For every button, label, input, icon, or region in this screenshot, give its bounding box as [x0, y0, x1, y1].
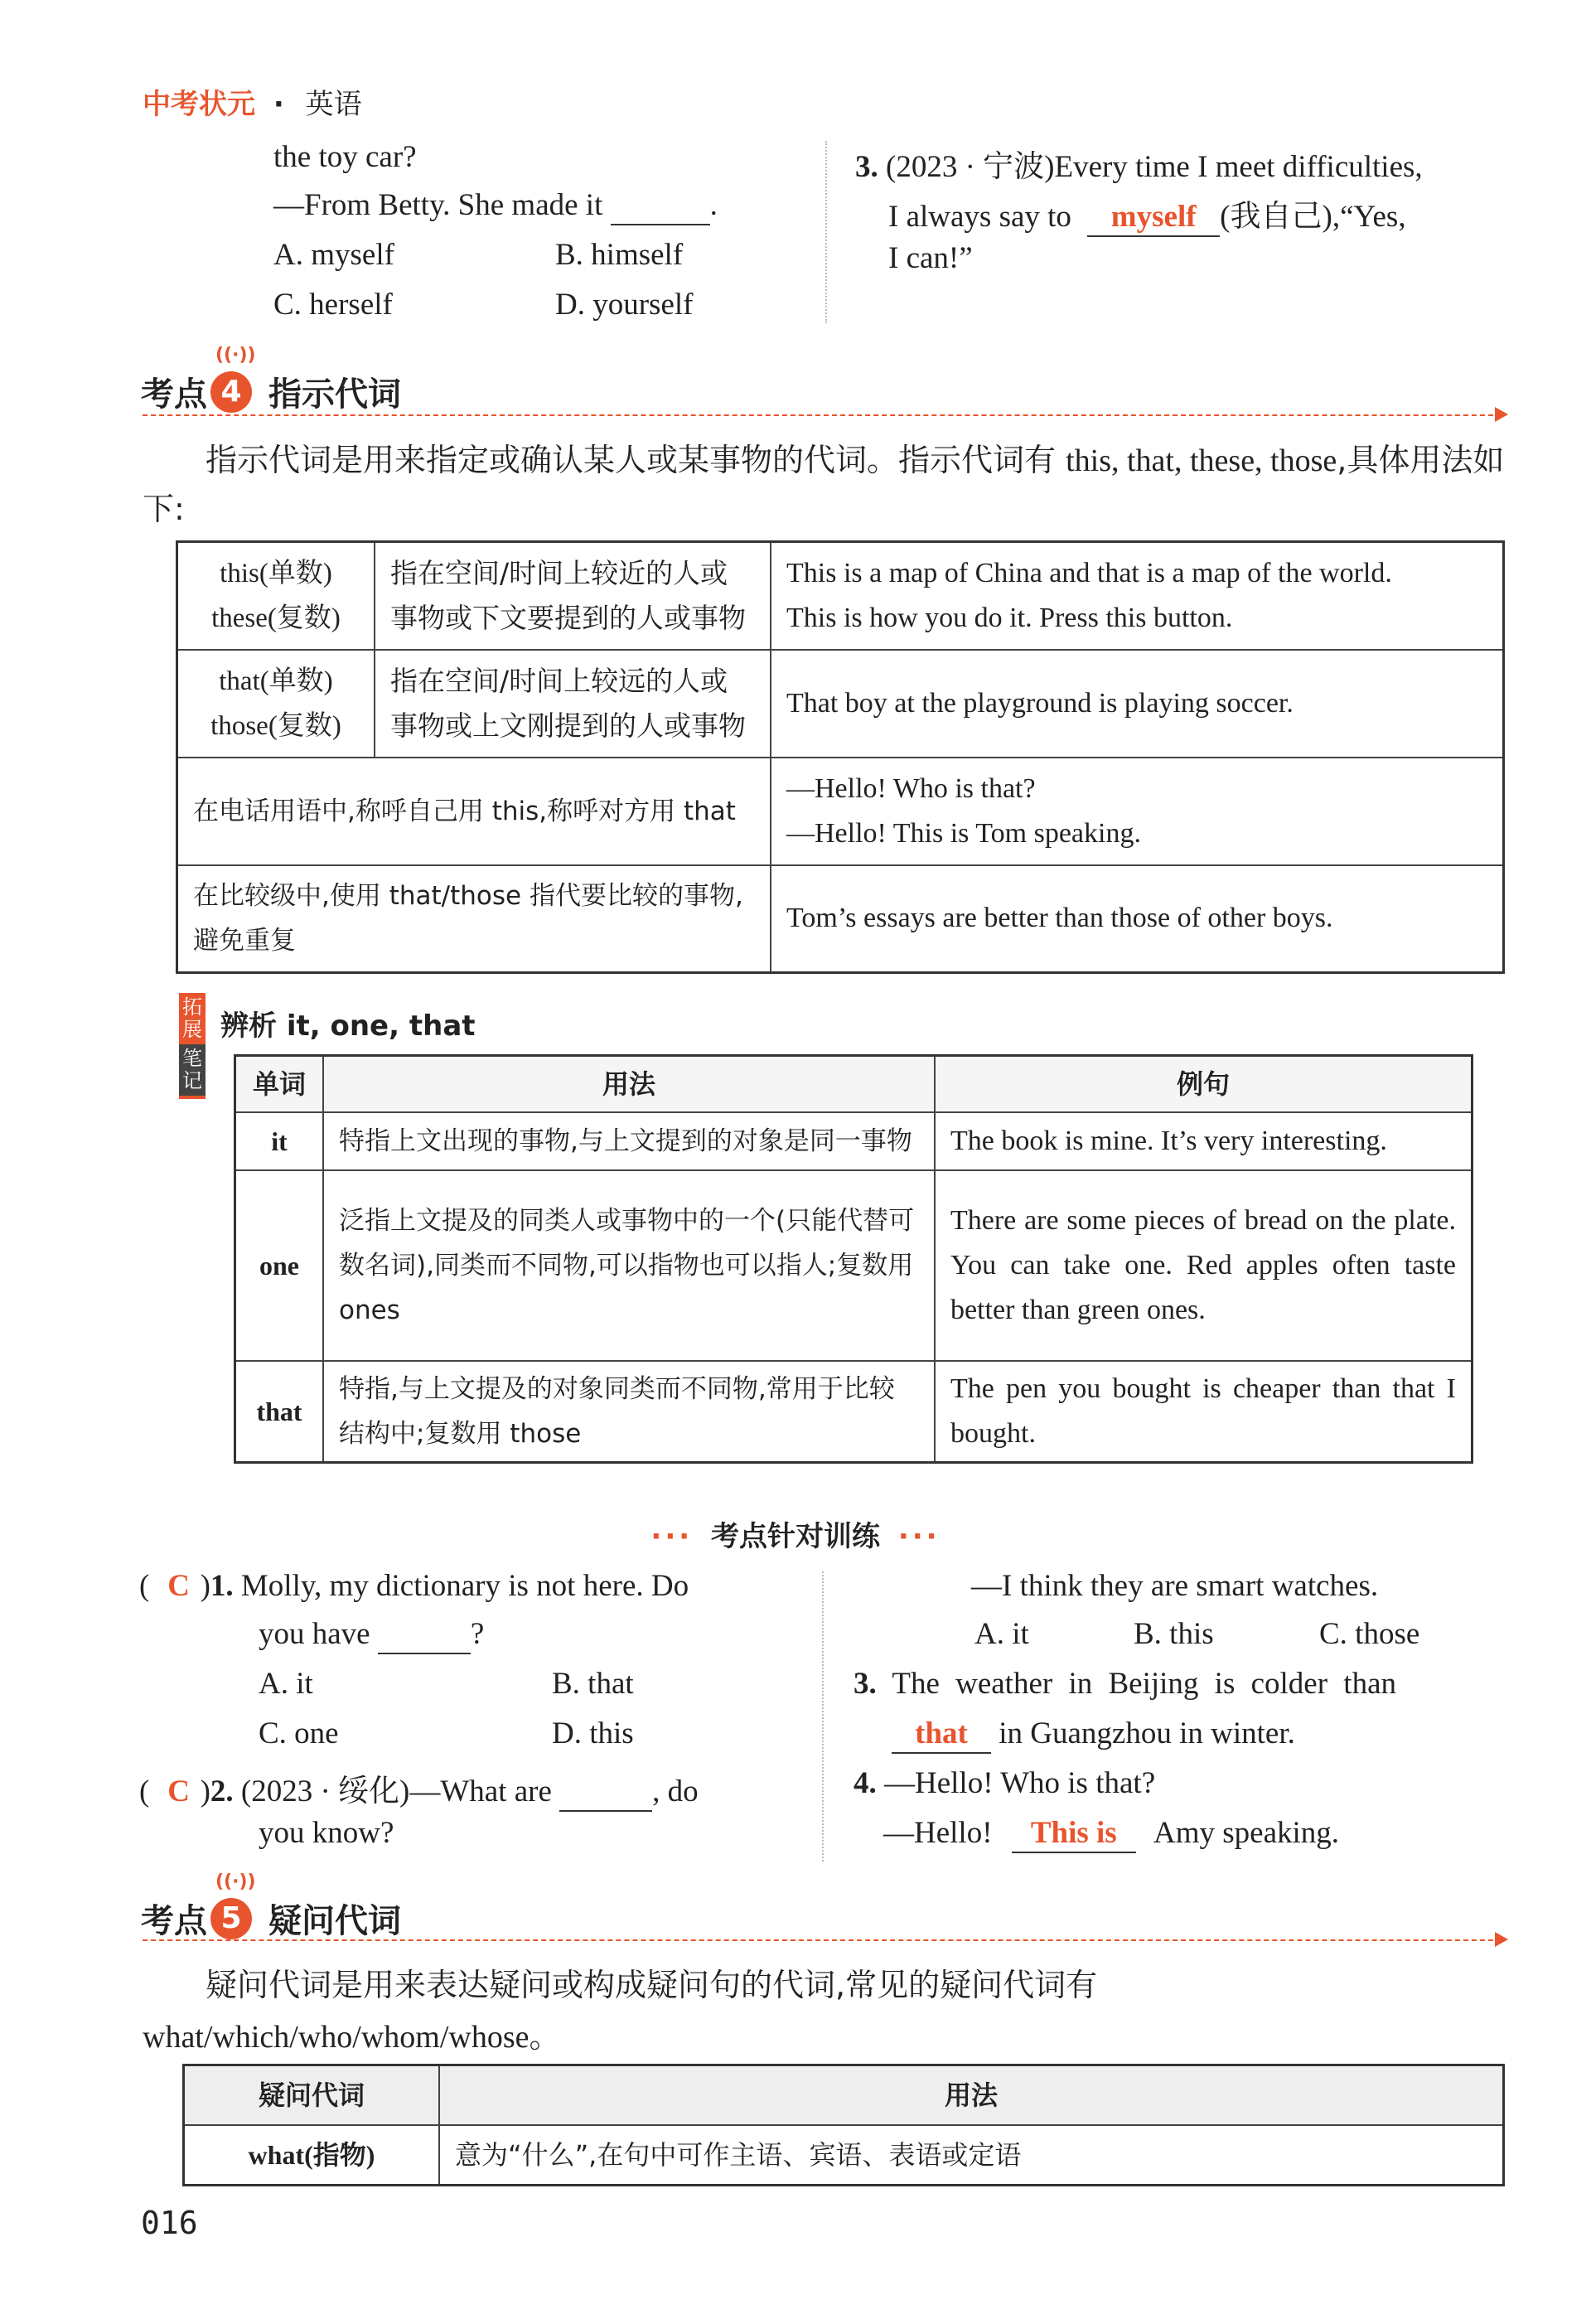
q3-line2 — [888, 191, 1406, 237]
table-cell-usage: 指在空间/时间上较远的人或事物或上文刚提到的人或事物 — [375, 650, 771, 758]
brand-dot: · — [273, 88, 284, 121]
table-cell-example: Tom’s essays are better than those of other boys. — [771, 865, 1504, 973]
it-one-that-table — [234, 1054, 1473, 1464]
header-usage: 用法 — [439, 2065, 1504, 2126]
example-2: This is how you do it. Press this button. — [786, 602, 1233, 633]
q1-line1 — [139, 1568, 689, 1604]
brand-logo: 中考状元 — [143, 88, 255, 121]
q3b-text-2: in Guangzhou in winter. — [999, 1716, 1295, 1750]
q2-answer: C — [167, 1774, 190, 1808]
example-1: This is a map of China and that is a map of the world. — [786, 557, 1392, 588]
section4-intro — [143, 436, 1510, 533]
table-row — [177, 542, 1504, 650]
column-divider — [825, 141, 827, 323]
table-cell-usage: 在电话用语中,称呼自己用 this,称呼对方用 that — [177, 758, 771, 865]
example-1: —Hello! Who is that? — [786, 772, 1036, 804]
section5-num-text: 5 — [220, 1900, 242, 1935]
q2-paren-close: ) — [200, 1774, 210, 1808]
section4-intro-cn: 指示代词是用来指定或确认某人或某事物的代词。指示代词有 — [206, 442, 1066, 478]
q3-line1 — [855, 141, 1423, 186]
table-cell-word: it — [235, 1112, 324, 1170]
table-cell-example: The book is mine. It’s very interesting. — [935, 1112, 1473, 1170]
answer-blank — [611, 190, 710, 225]
training-title-text: 考点针对训练 — [711, 1520, 880, 1553]
table-header-row — [235, 1056, 1473, 1113]
note-title: 辨析 it, one, that — [220, 1009, 476, 1043]
q4-text-2: —Hello! — [883, 1816, 993, 1850]
section5-intro-cn: 疑问代词是用来表达疑问或构成疑问句的代词,常见的疑问代词有 — [206, 1967, 1098, 2003]
table-cell-word — [177, 542, 375, 650]
section4-number — [210, 344, 256, 413]
q1-line2 — [259, 1616, 484, 1654]
q4-text: —Hello! Who is that? — [884, 1766, 1156, 1800]
table-cell-example — [771, 542, 1504, 650]
section5-header — [141, 1871, 401, 1942]
table-row — [235, 1112, 1473, 1170]
section5-title: 疑问代词 — [268, 1902, 401, 1940]
q1-option-b: B. that — [552, 1667, 634, 1701]
table-cell-word: that — [235, 1361, 324, 1463]
word-plural: these(复数) — [211, 603, 341, 633]
example-2: —Hello! This is Tom speaking. — [786, 817, 1141, 849]
q1-option-a: A. it — [259, 1667, 313, 1701]
q3b-line1 — [854, 1666, 1396, 1702]
q-cont-line1: the toy car? — [273, 140, 417, 174]
section5-number — [210, 1871, 256, 1939]
header-usage: 用法 — [323, 1056, 935, 1113]
section5-intro-en: what/which/who/whom/whose — [143, 2020, 530, 2055]
column-divider — [822, 1571, 824, 1862]
q2-option-b: B. this — [1134, 1617, 1214, 1651]
signal-icon: ((·)) — [215, 1871, 256, 1892]
table-cell-example: That boy at the playground is playing soccer. — [771, 650, 1504, 758]
table-cell-usage: 指在空间/时间上较近的人或事物或下文要提到的人或事物 — [375, 542, 771, 650]
q2-option-c: C. those — [1319, 1617, 1420, 1651]
table-row — [177, 865, 1504, 973]
q1-option-d: D. this — [552, 1716, 634, 1750]
section5-intro-end: 。 — [529, 2018, 561, 2055]
q1-option-c: C. one — [259, 1716, 339, 1750]
option-b: B. himself — [555, 238, 684, 272]
option-a: A. myself — [273, 238, 394, 272]
q3b-line2 — [892, 1716, 1295, 1754]
q3-answer: myself — [1087, 201, 1220, 237]
section4-label: 考点 — [141, 375, 207, 414]
q4-answer: This is — [1012, 1818, 1136, 1853]
table-cell-word: what(指物) — [184, 2125, 440, 2186]
header-example: 例句 — [935, 1056, 1473, 1113]
q2-continuation: —I think they are smart watches. — [971, 1569, 1379, 1603]
section4-num-text: 4 — [220, 374, 242, 409]
q3-number: 3. — [855, 150, 878, 184]
table-cell-word — [177, 650, 375, 758]
page-number: 016 — [141, 2205, 198, 2241]
table-cell-usage: 泛指上文提及的同类人或事物中的一个(只能代替可数名词),同类而不同物,可以指物也可以指人;复数用 ones — [323, 1170, 935, 1361]
table-row — [235, 1361, 1473, 1463]
q2-number: 2. — [210, 1774, 234, 1808]
table-row — [235, 1170, 1473, 1361]
table-header-row — [184, 2065, 1504, 2126]
q1-blank — [378, 1619, 471, 1654]
table-cell-example: There are some pieces of bread on the plate. You can take one. Red apples often taste better than green ones. — [935, 1170, 1473, 1361]
q4-line1 — [854, 1765, 1155, 1801]
header-word: 单词 — [235, 1056, 324, 1113]
q4-text-3: Amy speaking. — [1153, 1816, 1340, 1850]
q3-text: (2023 · 宁波)Every time I meet difficulties, — [886, 150, 1423, 184]
dots-left: ··· — [650, 1520, 694, 1553]
q1-number: 1. — [210, 1569, 234, 1603]
arrow-right-icon — [1495, 1932, 1508, 1947]
q1-text-2: you have — [259, 1617, 370, 1651]
training-title — [0, 1513, 1591, 1554]
arrow-right-icon — [1495, 407, 1508, 422]
q3b-number: 3. — [854, 1667, 877, 1701]
section5-label: 考点 — [141, 1902, 207, 1940]
brand-header — [143, 81, 362, 122]
header-word: 疑问代词 — [184, 2065, 440, 2126]
subject-label: 英语 — [305, 88, 362, 121]
q-cont-punct: . — [709, 188, 718, 222]
table-cell-usage: 特指,与上文提及的对象同类而不同物,常用于比较结构中;复数用 those — [323, 1361, 935, 1463]
q3b-text: The weather in Beijing is colder than — [892, 1667, 1397, 1701]
q1-paren-open: ( — [139, 1569, 150, 1603]
signal-icon: ((·)) — [215, 344, 256, 366]
word-singular: this(单数) — [220, 558, 332, 588]
q-cont-line2 — [273, 187, 718, 225]
q2-line1 — [139, 1765, 699, 1812]
q2-paren-open: ( — [139, 1774, 150, 1808]
word-singular: that(单数) — [219, 666, 333, 696]
table-row — [177, 650, 1504, 758]
section4-intro-cn2: ,具体用法如下: — [143, 442, 1505, 527]
q3-line3: I can!” — [888, 241, 973, 275]
table-cell-example — [771, 758, 1504, 865]
table-cell-usage: 在比较级中,使用 that/those 指代要比较的事物,避免重复 — [177, 865, 771, 973]
q2-option-a: A. it — [974, 1617, 1029, 1651]
q2-blank — [559, 1776, 652, 1812]
q3b-answer: that — [892, 1718, 991, 1754]
q2-text-2: , do — [652, 1774, 699, 1808]
table-cell-example: The pen you bought is cheaper than that I bought. — [935, 1361, 1473, 1463]
table-cell-word: one — [235, 1170, 324, 1361]
section4-header — [141, 344, 401, 415]
q3-text-3: (我自己),“Yes, — [1220, 200, 1406, 234]
q1-paren-close: ) — [200, 1569, 210, 1603]
section4-dashline — [143, 414, 1502, 416]
option-d: D. yourself — [555, 288, 694, 322]
interrogative-table — [182, 2064, 1505, 2186]
q1-punct: ? — [470, 1617, 485, 1651]
option-c: C. herself — [273, 288, 393, 322]
table-row — [184, 2125, 1504, 2186]
section5-intro — [143, 1959, 1510, 2063]
q3-text-2: I always say to — [888, 200, 1071, 234]
tag-top-text: 拓展 — [182, 995, 202, 1041]
demonstrative-table — [176, 540, 1505, 974]
q2-text: (2023 · 绥化)—What are — [240, 1774, 552, 1808]
expand-notes-tag — [179, 993, 206, 1099]
section4-title: 指示代词 — [268, 375, 401, 414]
section4-intro-en: this, that, these, those — [1066, 443, 1337, 478]
q-cont-text: —From Betty. She made it — [273, 188, 603, 222]
q4-number: 4. — [854, 1766, 877, 1800]
q1-text: Molly, my dictionary is not here. Do — [240, 1569, 689, 1603]
q2-line2: you know? — [259, 1816, 394, 1850]
table-cell-usage: 特指上文出现的事物,与上文提到的对象是同一事物 — [323, 1112, 935, 1170]
dots-right: ··· — [897, 1520, 941, 1553]
q1-answer: C — [167, 1569, 190, 1603]
q4-line2 — [883, 1815, 1339, 1853]
table-cell-usage: 意为“什么”,在句中可作主语、宾语、表语或定语 — [439, 2125, 1504, 2186]
section5-dashline — [143, 1939, 1502, 1941]
tag-bottom-text: 笔记 — [179, 1044, 206, 1096]
table-row — [177, 758, 1504, 865]
word-plural: those(复数) — [210, 710, 341, 741]
